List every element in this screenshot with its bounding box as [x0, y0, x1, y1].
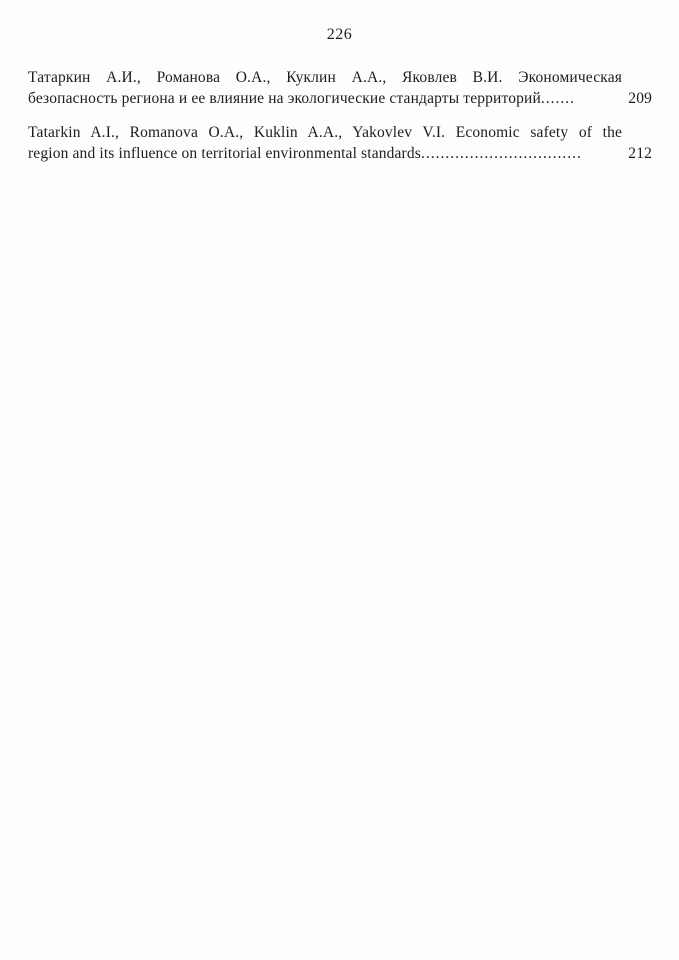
leader-dots: ................................. [420, 145, 582, 162]
toc-page-reference: 209 [628, 90, 652, 107]
leader-dots: ....... [540, 90, 576, 107]
toc-entry [28, 67, 652, 109]
toc-entry-text: безопасность региона и ее влияние на экологические стандарты территорий [28, 90, 541, 107]
toc-page-reference: 212 [628, 145, 652, 162]
toc-entry-title-line-2 [28, 88, 652, 109]
toc-entry-title-line-2 [28, 143, 652, 164]
toc-entry-title-line-1: Татаркин А.И., Романова О.А., Куклин А.А., Яковлев В.И. Экономическая [28, 69, 622, 86]
toc-entry [28, 122, 652, 164]
toc-list [28, 67, 652, 177]
toc-entry-text: region and its influence on territorial environmental standards [28, 145, 421, 162]
page-number: 226 [326, 26, 353, 43]
toc-entry-title-line-1: Tatarkin A.I., Romanova O.A., Kuklin A.A., Yakovlev V.I. Economic safety of the [28, 124, 622, 141]
